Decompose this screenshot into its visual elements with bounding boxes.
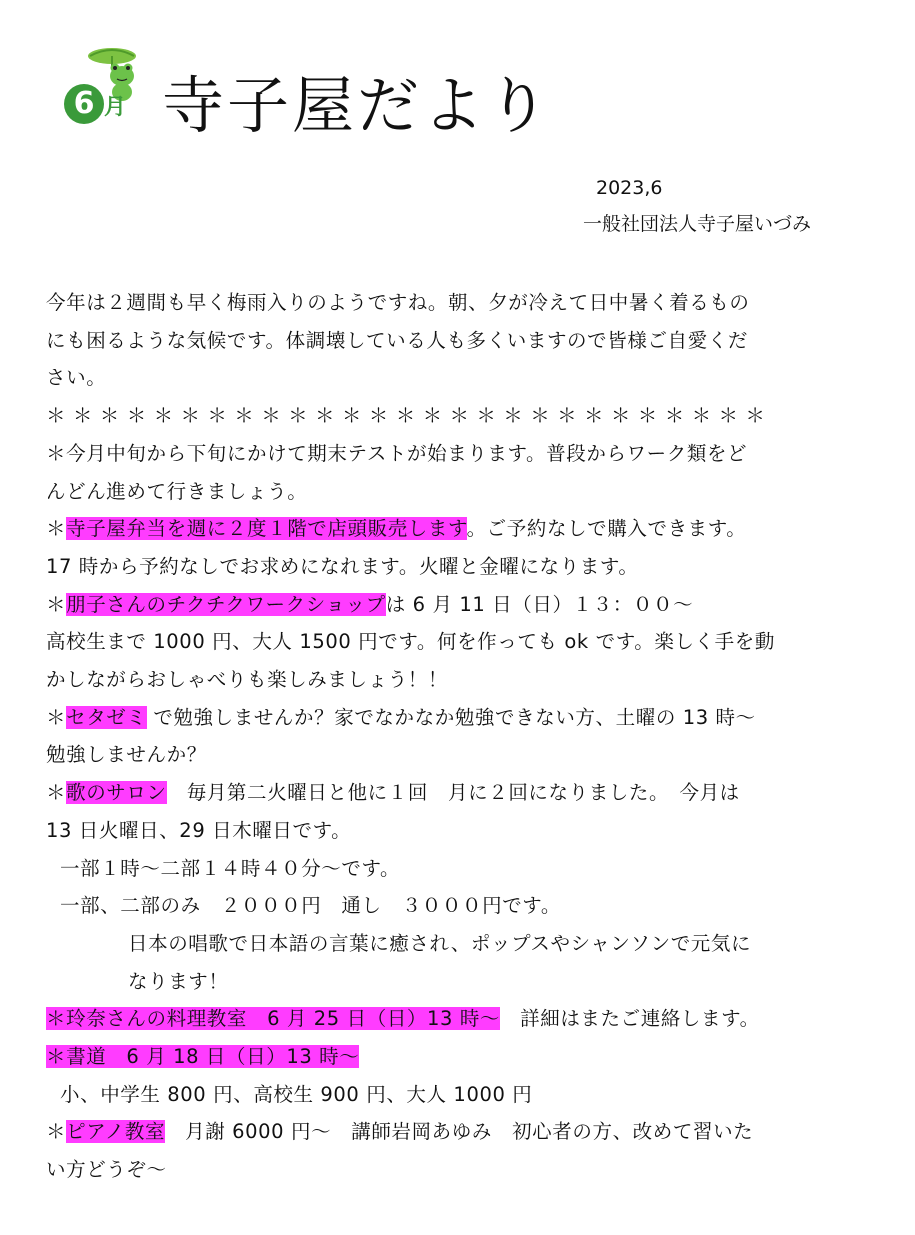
calligraphy-highlight: ＊書道 6 月 18 日（日）13 時〜 [46, 1045, 360, 1069]
salon-detail: 一部、二部のみ ２０００円 通し ３０００円です。 [60, 894, 561, 918]
intro-line: さい。 [46, 366, 107, 390]
exam-notice: んどん進めて行きましょう。 [46, 479, 308, 503]
page-title: 寺子屋だより [162, 69, 553, 142]
workshop-detail: かしながらおしゃべりも楽しみましょう！！ [46, 668, 449, 692]
separator: ＊＊＊＊＊＊＊＊＊＊＊＊＊＊＊＊＊＊＊＊＊＊＊＊＊＊＊ [46, 404, 773, 428]
piano-notice [46, 1113, 861, 1151]
organization-name: 一般社団法人寺子屋いづみ [583, 213, 812, 235]
cooking-highlight: ＊玲奈さんの料理教室 6 月 25 日（日）13 時〜 [46, 1007, 501, 1031]
bullet: ＊ [46, 1120, 67, 1144]
exam-notice: ＊今月中旬から下旬にかけて期末テストが始まります。普段からワーク類をど [46, 441, 748, 465]
workshop-detail: 高校生まで 1000 円、大人 1500 円です。何を作っても ok です。楽しく手を動 [46, 630, 775, 654]
salon-highlight: 歌のサロン [66, 781, 167, 805]
badge-month-number: 6 [73, 86, 95, 121]
bullet: ＊ [46, 781, 67, 805]
calligraphy-detail: 小、中学生 800 円、高校生 900 円、大人 1000 円 [60, 1082, 533, 1106]
salon-detail: 一部１時〜二部１４時４０分〜です。 [60, 856, 401, 880]
month-badge [62, 42, 142, 132]
newsletter-body [46, 284, 861, 1189]
study-highlight: セタゼミ [66, 705, 147, 729]
piano-highlight: ピアノ教室 [66, 1120, 166, 1144]
study-notice [46, 699, 861, 737]
salon-detail: なります！ [128, 969, 229, 993]
bento-highlight: 寺子屋弁当を週に２度１階で店頭販売します [66, 517, 467, 541]
piano-detail: い方どうぞ〜 [46, 1158, 167, 1182]
issue-date: 2023,6 [596, 177, 663, 199]
intro-line: 今年は２週間も早く梅雨入りのようですね。朝、夕が冷えて日中暑く着るもの [46, 291, 750, 314]
salon-text: 毎月第二火曜日と他に１回 月に２回になりました。 今月は [166, 781, 740, 805]
bullet: ＊ [46, 705, 67, 729]
salon-detail: 日本の唱歌で日本語の言葉に癒され、ポップスやシャンソンで元気に [128, 931, 752, 955]
salon-notice [46, 774, 861, 812]
workshop-text: は 6 月 11 日（日）１３：００〜 [385, 592, 694, 616]
workshop-notice [46, 586, 861, 624]
cooking-text: 詳細はまたご連絡します。 [500, 1007, 760, 1031]
salon-detail: 13 日火曜日、29 日木曜日です。 [46, 818, 352, 842]
bento-notice [46, 510, 861, 548]
cooking-notice [46, 1000, 861, 1038]
bullet: ＊ [46, 517, 67, 541]
bullet: ＊ [46, 592, 67, 616]
bento-text: 。ご予約なしで購入できます。 [466, 517, 747, 541]
bento-detail: 17 時から予約なしでお求めになれます。火曜と金曜になります。 [46, 554, 639, 578]
workshop-highlight: 朋子さんのチクチクワークショップ [66, 592, 386, 616]
study-detail: 勉強しませんか？ [46, 743, 207, 767]
badge-month-suffix: 月 [104, 95, 127, 120]
piano-text: 月謝 6000 円〜 講師岩岡あゆみ 初心者の方、改めて習いた [165, 1120, 754, 1144]
calligraphy-notice [46, 1038, 861, 1076]
study-text: で勉強しませんか？家でなかなか勉強できない方、土曜の 13 時〜 [146, 705, 756, 729]
intro-line: にも困るような気候です。体調壊している人も多くいますので皆様ご自愛くだ [46, 328, 748, 352]
